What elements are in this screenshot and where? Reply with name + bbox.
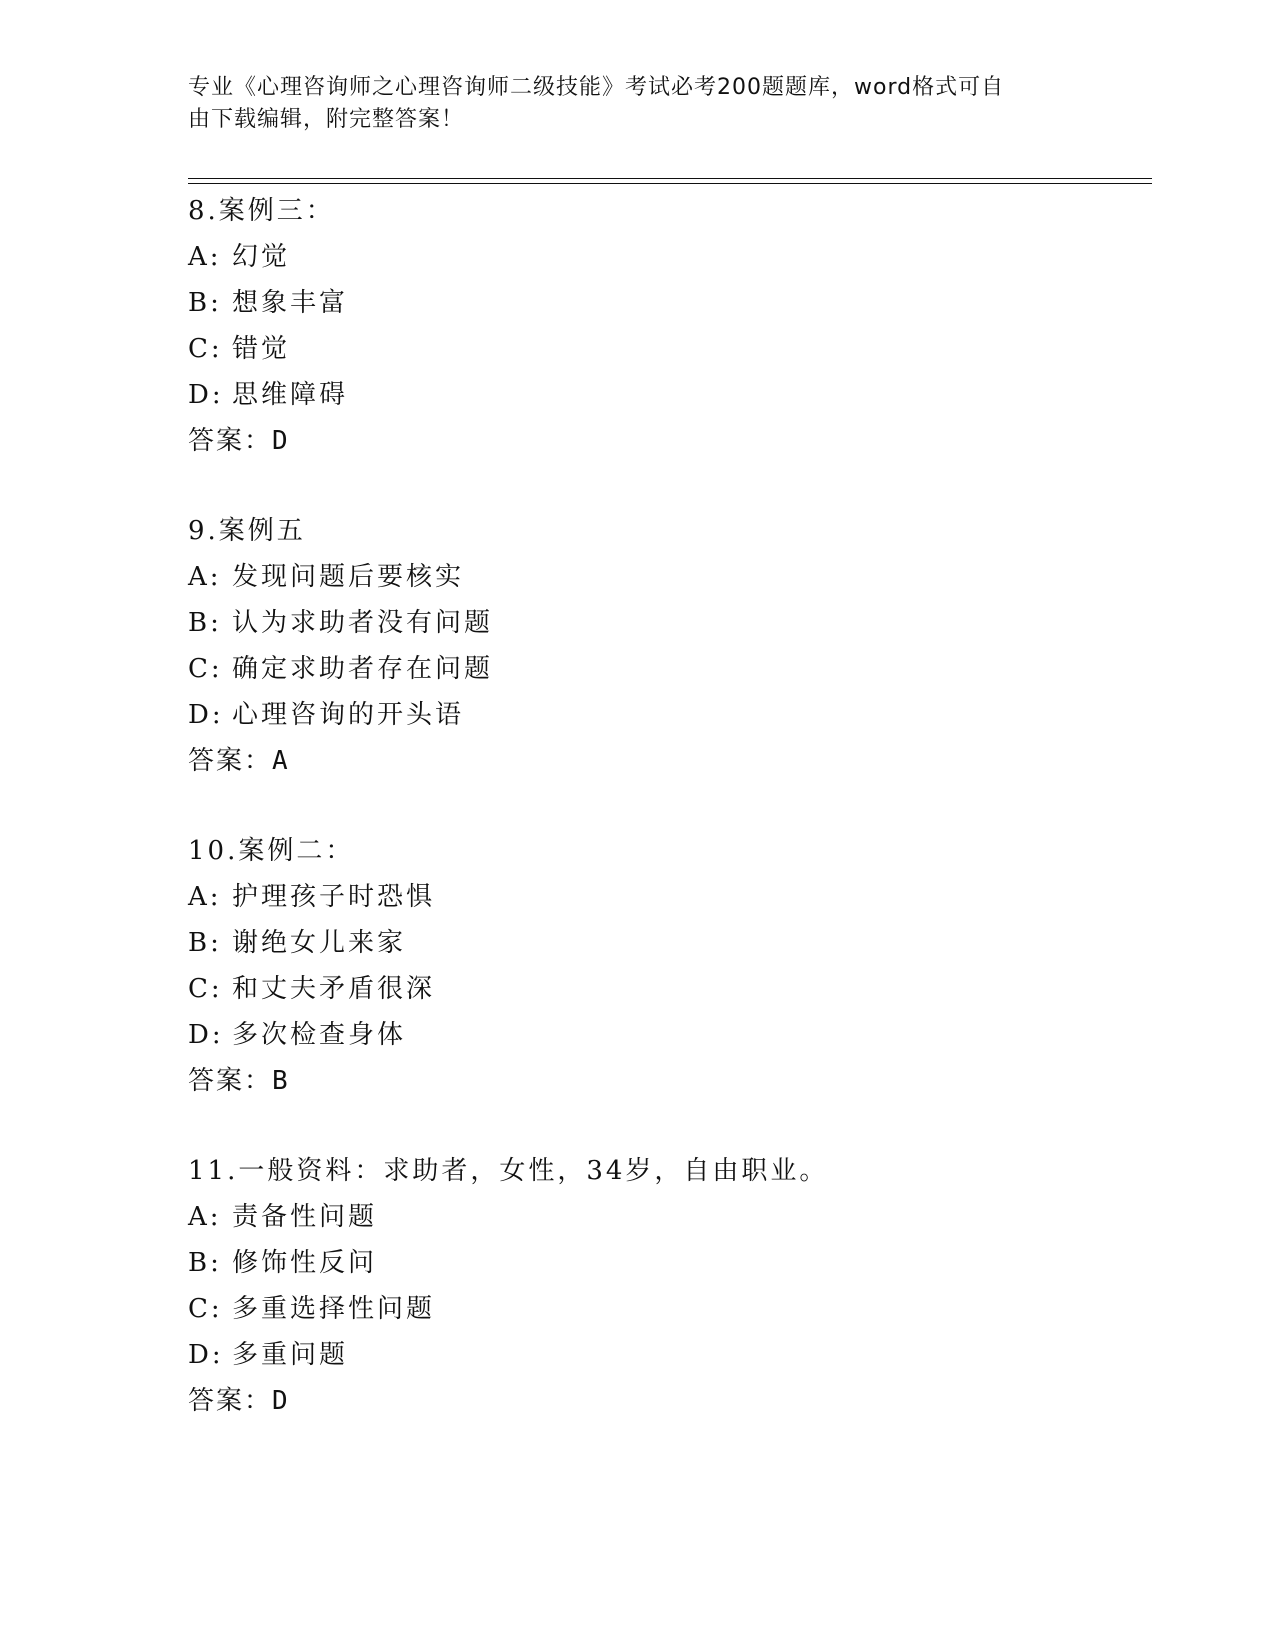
question-11	[188, 1148, 1148, 1424]
option-a	[188, 874, 1148, 920]
answer-value: B	[272, 1066, 290, 1096]
option-label: C:	[188, 974, 223, 1004]
option-text: 认为求助者没有问题	[232, 608, 494, 638]
option-c	[188, 326, 1148, 372]
option-label: B:	[188, 1248, 222, 1278]
option-a	[188, 1194, 1148, 1240]
answer-value: D	[272, 426, 290, 456]
option-text: 多重选择性问题	[232, 1294, 436, 1324]
option-c	[188, 966, 1148, 1012]
question-10	[188, 828, 1148, 1104]
option-label: C:	[188, 1294, 223, 1324]
option-d	[188, 1012, 1148, 1058]
header-divider-top	[188, 178, 1152, 179]
option-d	[188, 372, 1148, 418]
question-list	[188, 188, 1148, 1468]
option-label: C:	[188, 654, 223, 684]
option-d	[188, 1332, 1148, 1378]
answer-line	[188, 418, 1148, 464]
option-text: 确定求助者存在问题	[232, 654, 494, 684]
question-stem: 9.案例五	[188, 516, 306, 546]
option-c	[188, 646, 1148, 692]
option-text: 思维障碍	[232, 380, 349, 410]
option-text: 谢绝女儿来家	[232, 928, 407, 958]
option-label: D:	[188, 1020, 224, 1050]
option-a	[188, 554, 1148, 600]
answer-value: A	[272, 746, 290, 776]
question-stem: 8.案例三：	[188, 196, 335, 226]
option-b	[188, 600, 1148, 646]
option-label: A:	[188, 882, 222, 912]
option-text: 幻觉	[232, 242, 291, 272]
option-label: A:	[188, 1202, 222, 1232]
option-b	[188, 1240, 1148, 1286]
option-a	[188, 234, 1148, 280]
option-b	[188, 280, 1148, 326]
option-text: 修饰性反问	[232, 1248, 378, 1278]
answer-line	[188, 1058, 1148, 1104]
option-text: 多重问题	[232, 1340, 349, 1370]
option-d	[188, 692, 1148, 738]
option-text: 多次检查身体	[232, 1020, 407, 1050]
question-9	[188, 508, 1148, 784]
header-divider-bottom	[188, 183, 1152, 184]
question-8	[188, 188, 1148, 464]
document-header	[188, 72, 1068, 136]
option-label: A:	[188, 242, 222, 272]
option-label: B:	[188, 608, 222, 638]
answer-label: 答案：	[188, 426, 273, 456]
option-text: 错觉	[232, 334, 291, 364]
answer-label: 答案：	[188, 1386, 273, 1416]
option-label: A:	[188, 562, 222, 592]
option-b	[188, 920, 1148, 966]
answer-value: D	[272, 1386, 290, 1416]
option-label: D:	[188, 1340, 224, 1370]
option-text: 护理孩子时恐惧	[232, 882, 436, 912]
header-line-1: 专业《心理咨询师之心理咨询师二级技能》考试必考200题题库，word格式可自	[188, 75, 1005, 100]
question-stem: 10.案例二：	[188, 836, 355, 866]
answer-label: 答案：	[188, 746, 273, 776]
option-c	[188, 1286, 1148, 1332]
option-label: D:	[188, 700, 224, 730]
answer-line	[188, 738, 1148, 784]
option-text: 想象丰富	[232, 288, 349, 318]
question-stem: 11.一般资料：求助者，女性，34岁，自由职业。	[188, 1156, 829, 1186]
option-label: D:	[188, 380, 224, 410]
answer-label: 答案：	[188, 1066, 273, 1096]
option-text: 责备性问题	[232, 1202, 378, 1232]
option-text: 心理咨询的开头语	[232, 700, 465, 730]
option-label: B:	[188, 928, 222, 958]
option-label: B:	[188, 288, 222, 318]
header-line-2: 由下载编辑，附完整答案！	[188, 107, 465, 132]
option-label: C:	[188, 334, 223, 364]
option-text: 和丈夫矛盾很深	[232, 974, 436, 1004]
option-text: 发现问题后要核实	[232, 562, 465, 592]
answer-line	[188, 1378, 1148, 1424]
